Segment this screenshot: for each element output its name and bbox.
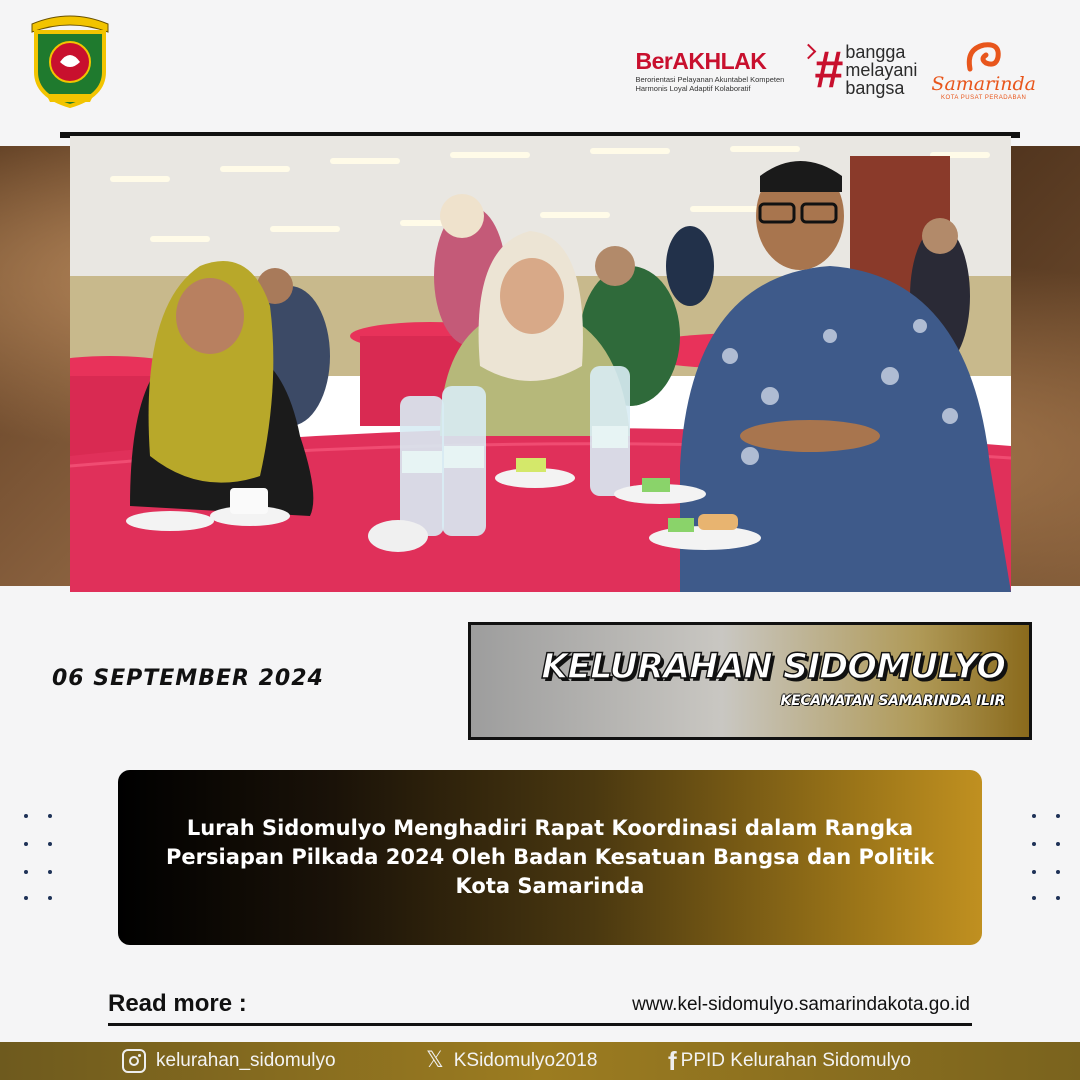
- samarinda-tagline: KOTA PUSAT PERADABAN: [941, 95, 1027, 101]
- samarinda-wordmark: Samarinda: [931, 73, 1036, 95]
- instagram-link[interactable]: [122, 1049, 336, 1073]
- x-icon: 𝕏: [426, 1048, 444, 1073]
- facebook-icon: f: [668, 1046, 677, 1076]
- hashtag-icon: #: [814, 41, 844, 99]
- kota-samarinda-crest-logo: [24, 10, 116, 110]
- x-handle: KSidomulyo2018: [453, 1050, 598, 1071]
- post-date: 06 SEPTEMBER 2024: [52, 666, 324, 691]
- bangga-line-1: bangga: [845, 42, 906, 62]
- facebook-handle: PPID Kelurahan Sidomulyo: [680, 1050, 911, 1071]
- berakhlak-logo: [635, 48, 800, 93]
- bangga-melayani-bangsa-logo: [814, 43, 917, 97]
- website-link[interactable]: www.kel-sidomulyo.samarindakota.go.id: [632, 994, 970, 1015]
- berakhlak-wordmark: BerAKHLAK: [635, 48, 800, 75]
- berakhlak-tagline: Berorientasi Pelayanan Akuntabel Kompeten Harmonis Loyal Adaptif Kolaboratif: [635, 74, 785, 93]
- bangga-line-2: melayani: [845, 60, 918, 80]
- kelurahan-title: KELURAHAN SIDOMULYO: [541, 647, 1005, 687]
- instagram-icon: [122, 1049, 146, 1073]
- x-link[interactable]: [426, 1050, 597, 1072]
- headline-text: Lurah Sidomulyo Menghadiri Rapat Koordinasi dalam Rangka Persiapan Pilkada 2024 Oleh Badan Kesatuan Bangsa dan Politik Kota Samarinda: [166, 816, 934, 898]
- samarinda-swirl-icon: [964, 39, 1004, 73]
- read-more-label: Read more :: [108, 990, 247, 1017]
- samarinda-city-logo: [931, 39, 1036, 101]
- decorative-dots-right: [1030, 812, 1060, 908]
- partner-logos: [635, 30, 1036, 110]
- read-more-rule: [108, 1023, 972, 1026]
- kelurahan-title-box: [468, 622, 1032, 740]
- decorative-dots-left: [22, 812, 52, 908]
- event-photo-illustration: [70, 136, 1011, 592]
- instagram-handle: kelurahan_sidomulyo: [156, 1050, 336, 1071]
- bangga-line-3: bangsa: [845, 78, 905, 98]
- facebook-link[interactable]: [668, 1048, 911, 1074]
- kecamatan-subtitle: KECAMATAN SAMARINDA ILIR: [780, 693, 1005, 709]
- headline-card: [118, 770, 982, 945]
- social-footer: [0, 1042, 1080, 1080]
- event-photo: [70, 136, 1011, 592]
